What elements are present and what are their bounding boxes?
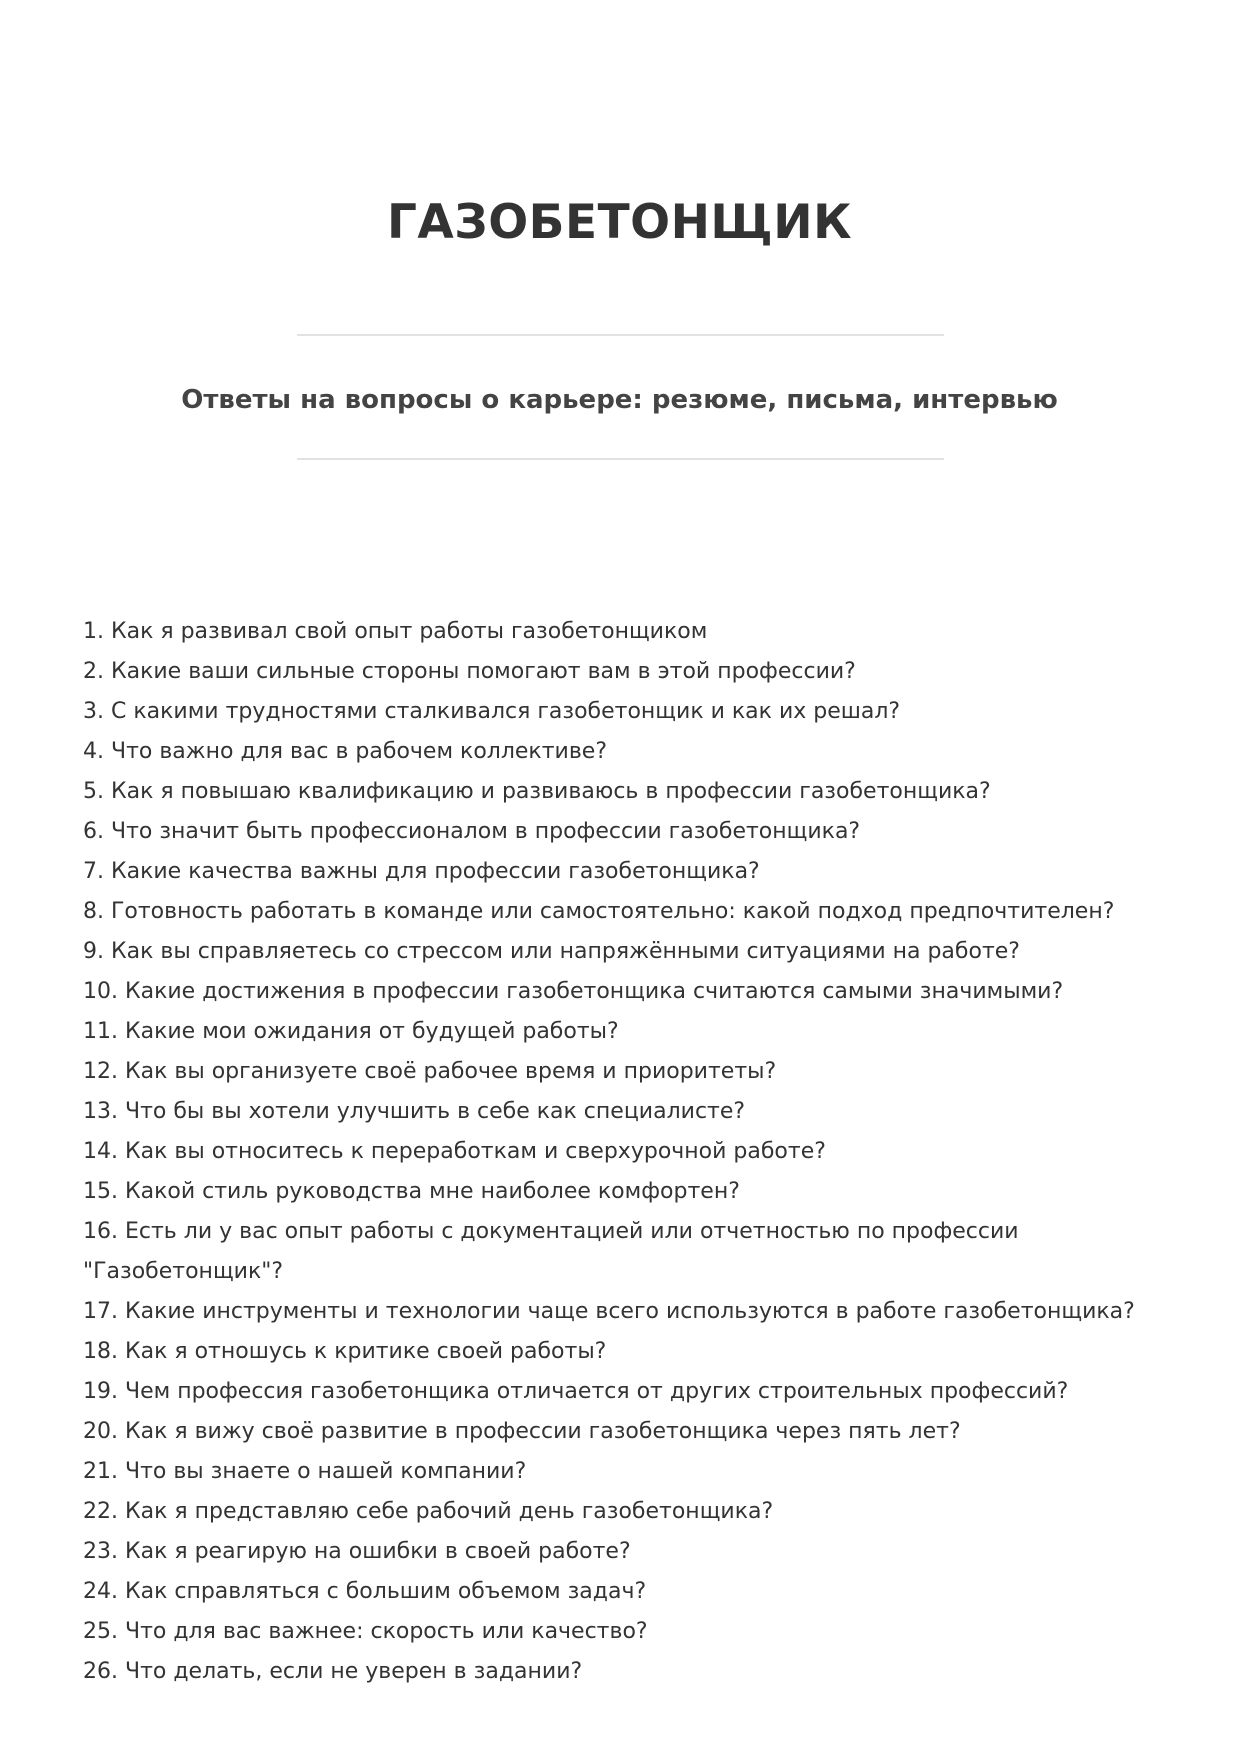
question-item: 16. Есть ли у вас опыт работы с документацией или отчетностью по профессии "Газобетонщик"? (83, 1219, 1019, 1284)
question-item: 20. Как я вижу своё развитие в профессии газобетонщика через пять лет? (83, 1419, 961, 1444)
question-item: 13. Что бы вы хотели улучшить в себе как специалисте? (83, 1099, 746, 1124)
question-item: 9. Как вы справляетесь со стрессом или напряжёнными ситуациями на работе? (83, 939, 1020, 964)
question-item: 1. Как я развивал свой опыт работы газобетонщиком (83, 619, 708, 644)
question-item: 10. Какие достижения в профессии газобетонщика считаются самыми значимыми? (83, 979, 1064, 1004)
question-item: 14. Как вы относитесь к переработкам и сверхурочной работе? (83, 1139, 826, 1164)
question-item: 15. Какой стиль руководства мне наиболее комфортен? (83, 1179, 740, 1204)
question-item: 5. Как я повышаю квалификацию и развиваюсь в профессии газобетонщика? (83, 779, 991, 804)
divider-top (297, 334, 944, 336)
question-item: 24. Как справляться с большим объемом задач? (83, 1579, 647, 1604)
question-item: 22. Как я представляю себе рабочий день газобетонщика? (83, 1499, 774, 1524)
question-item: 3. С какими трудностями сталкивался газобетонщик и как их решал? (83, 699, 901, 724)
question-item: 12. Как вы организуете своё рабочее время и приоритеты? (83, 1059, 777, 1084)
divider-bottom (297, 458, 944, 460)
question-item: 6. Что значит быть профессионалом в профессии газобетонщика? (83, 819, 861, 844)
question-item: 8. Готовность работать в команде или самостоятельно: какой подход предпочтителен? (83, 899, 1115, 924)
question-item: 25. Что для вас важнее: скорость или качество? (83, 1619, 648, 1644)
page-title: ГАЗОБЕТОНЩИК (386, 195, 852, 250)
question-item: 11. Какие мои ожидания от будущей работы? (83, 1019, 619, 1044)
question-item: 19. Чем профессия газобетонщика отличается от других строительных профессий? (83, 1379, 1069, 1404)
question-item: 2. Какие ваши сильные стороны помогают вам в этой профессии? (83, 659, 856, 684)
question-item: 17. Какие инструменты и технологии чаще всего используются в работе газобетонщика? (83, 1299, 1135, 1324)
question-item: 7. Какие качества важны для профессии газобетонщика? (83, 859, 760, 884)
question-item: 23. Как я реагирую на ошибки в своей работе? (83, 1539, 631, 1564)
question-list (83, 612, 1163, 1692)
question-item: 4. Что важно для вас в рабочем коллективе? (83, 739, 608, 764)
question-item: 18. Как я отношусь к критике своей работы? (83, 1339, 607, 1364)
question-item: 21. Что вы знаете о нашей компании? (83, 1459, 527, 1484)
question-item: 26. Что делать, если не уверен в задании? (83, 1659, 583, 1684)
page-subtitle: Ответы на вопросы о карьере: резюме, письма, интервью (181, 385, 1058, 415)
